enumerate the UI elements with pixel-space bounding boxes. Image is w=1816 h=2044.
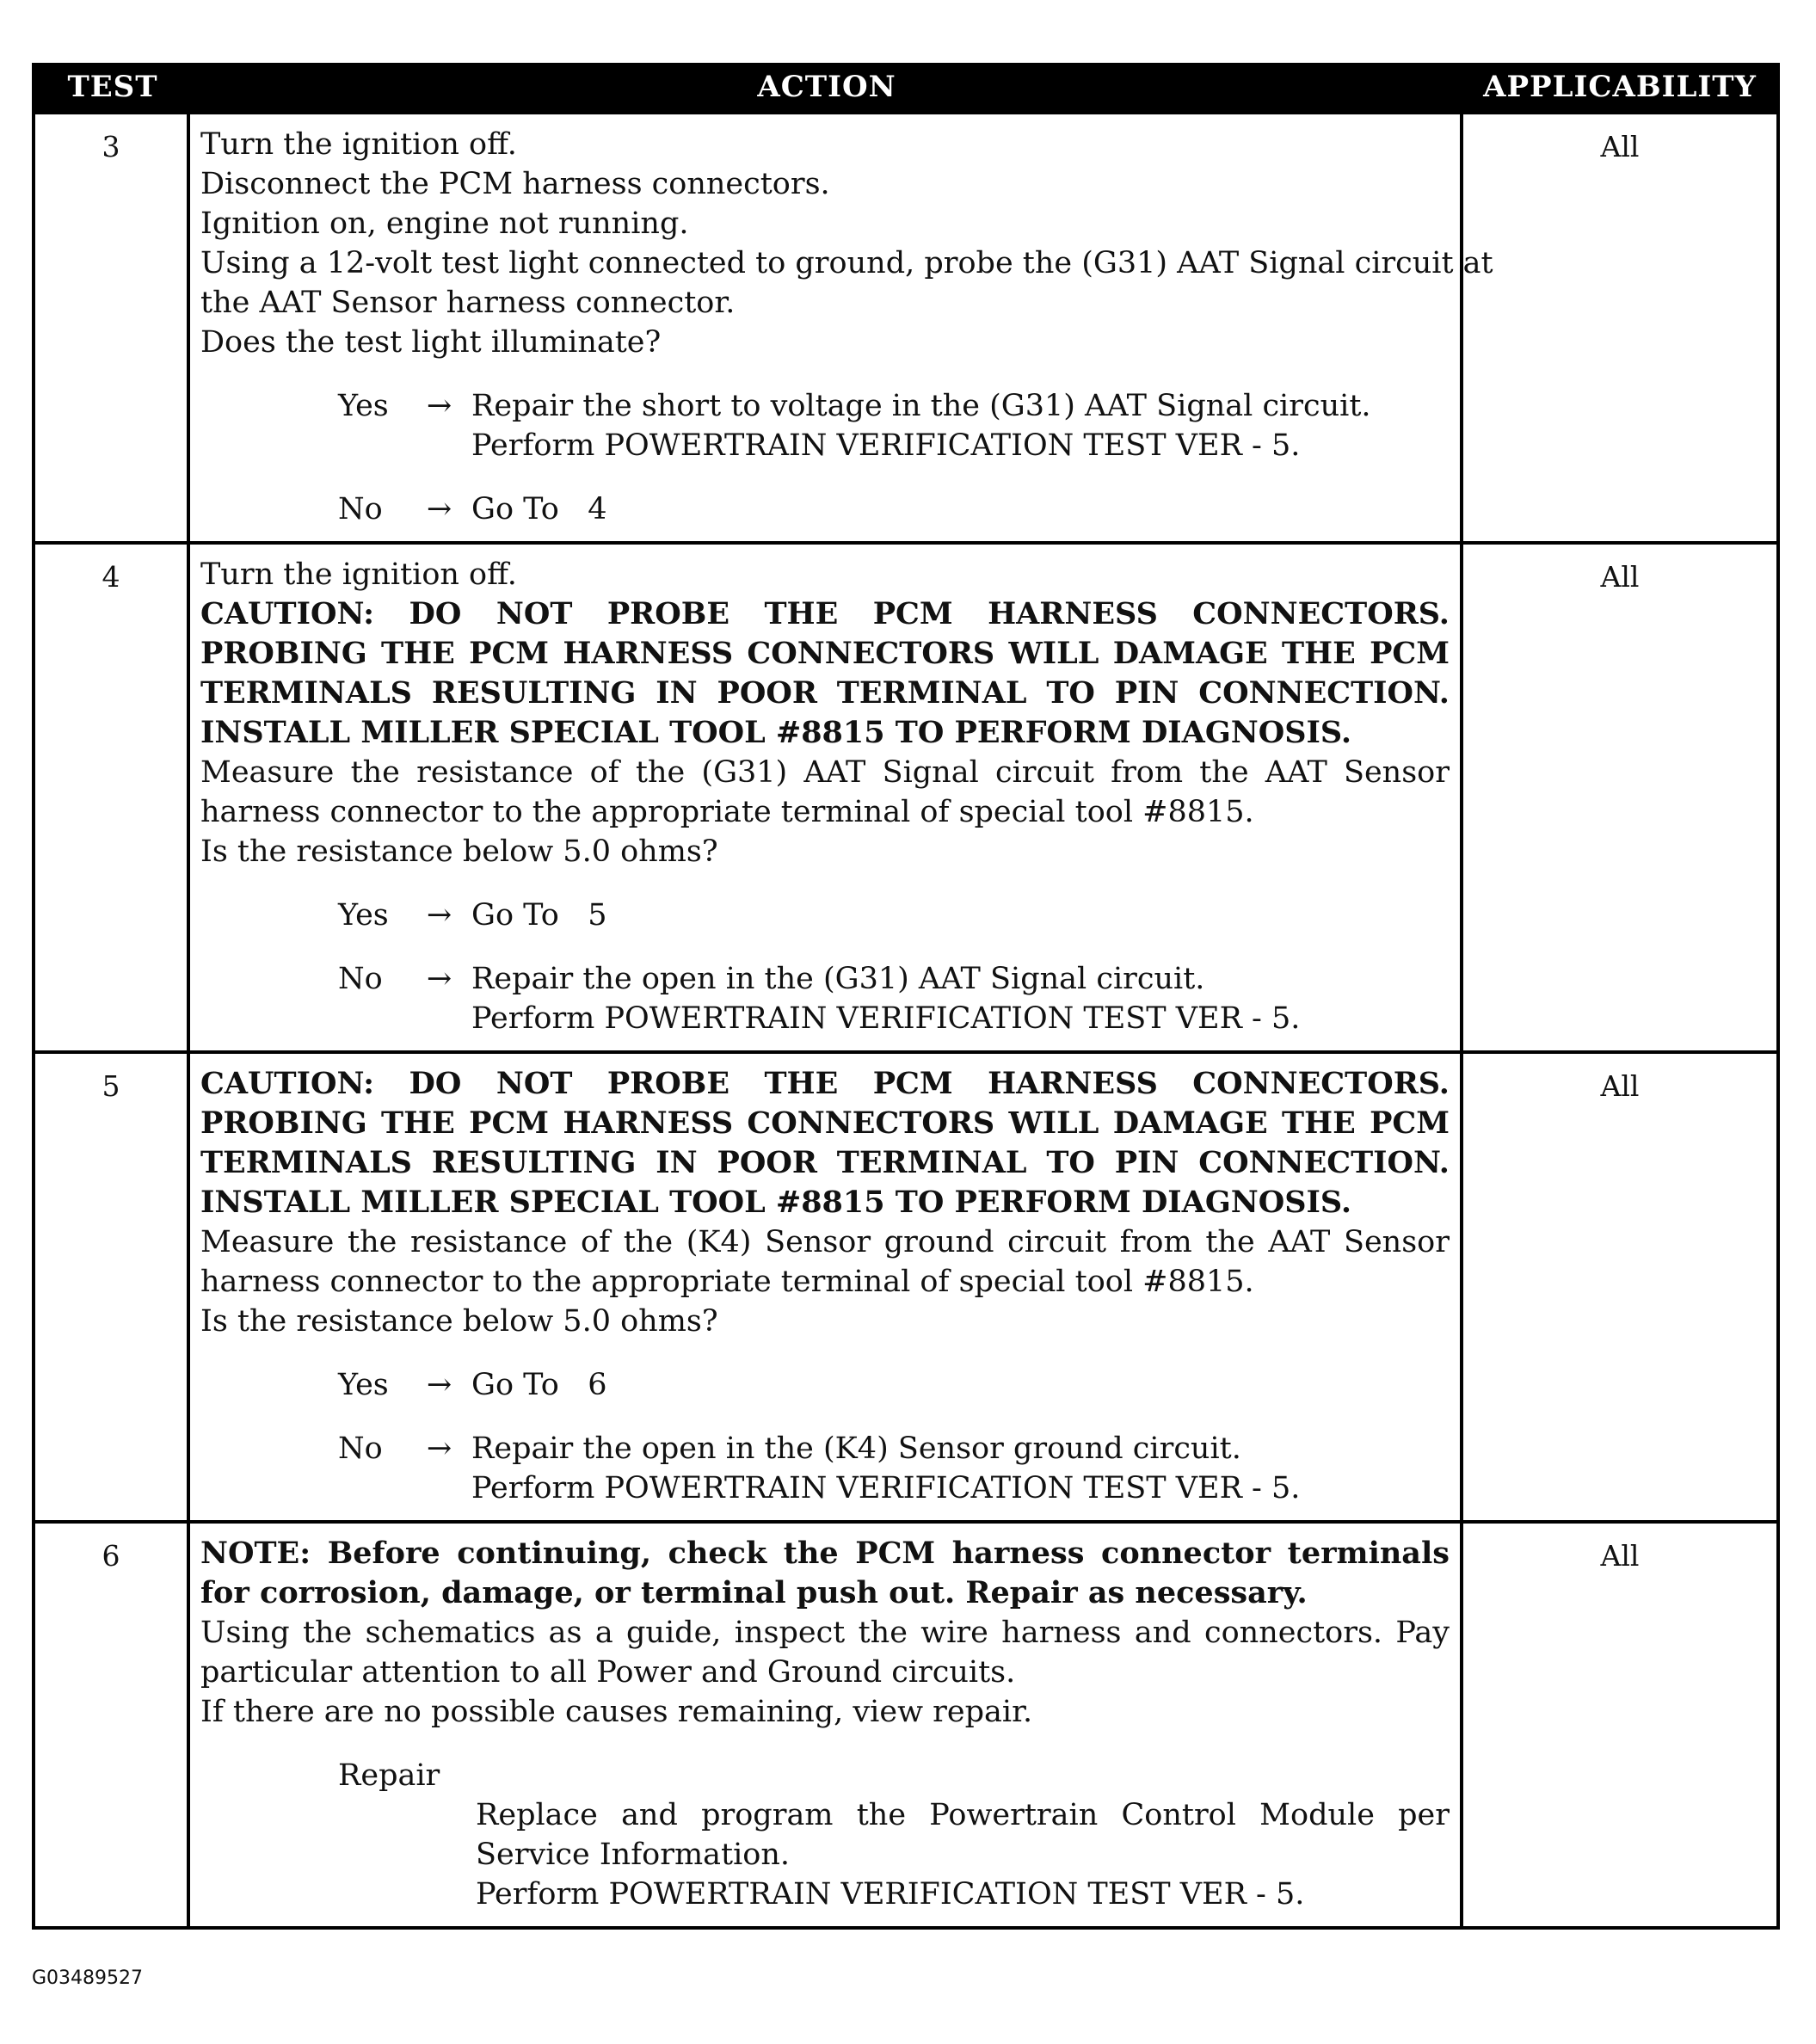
test-number: 5: [35, 1054, 190, 1520]
test-number: 3: [35, 114, 190, 541]
arrow-icon: →: [426, 898, 452, 933]
yes-result: [471, 386, 1450, 465]
measure-text: Measure the resistance of the (G31) AAT Signal circuit from the AAT Sensor harness connector to the appropriate terminal of special tool #8815.: [200, 755, 1450, 829]
question-text: Is the resistance below 5.0 ohms?: [200, 1304, 718, 1339]
no-branch: [338, 959, 1450, 1038]
yes-branch: [338, 1365, 1450, 1405]
action-cell: [190, 1054, 1463, 1520]
applicability-cell: All: [1600, 1539, 1640, 1573]
yes-label: Yes: [338, 1368, 389, 1402]
action-line: Turn the ignition off.: [200, 557, 517, 592]
header-test: TEST: [67, 70, 158, 104]
applicability-cell: All: [1600, 1069, 1640, 1103]
action-cell: [190, 1524, 1463, 1926]
action-cell: [190, 114, 1493, 541]
header-applicability: APPLICABILITY: [1483, 70, 1757, 104]
figure-id: G03489527: [32, 1967, 144, 1989]
action-line: Turn the ignition off.: [200, 127, 517, 162]
yes-result: [471, 896, 1450, 935]
result-line: Perform POWERTRAIN VERIFICATION TEST VER - 5.: [471, 1471, 1301, 1505]
no-label: No: [338, 492, 383, 526]
result-line: Perform POWERTRAIN VERIFICATION TEST VER - 5.: [476, 1877, 1305, 1912]
caution-text: CAUTION: DO NOT PROBE THE PCM HARNESS CONNECTORS. PROBING THE PCM HARNESS CONNECTORS WILL DAMAGE THE PCM TERMINALS RESULTING IN POOR TERMINAL TO PIN CONNECTION. INSTALL MILLER SPECIAL TOOL #8815 TO PERFORM DIAGNOSIS.: [200, 1066, 1450, 1220]
no-result: [471, 489, 1450, 529]
action-line: Does the test light illuminate?: [200, 325, 662, 360]
test-number: 4: [35, 545, 190, 1050]
action-line: Using a 12-volt test light connected to ground, probe the (G31) AAT Signal circuit at: [200, 246, 1493, 280]
no-branch: [338, 489, 1450, 529]
no-result: [471, 959, 1450, 1038]
yes-result: [471, 1365, 1450, 1405]
action-line: Disconnect the PCM harness connectors.: [200, 167, 830, 201]
no-label: No: [338, 1431, 383, 1466]
arrow-icon: →: [426, 389, 452, 423]
arrow-icon: →: [426, 492, 452, 526]
result-line: Perform POWERTRAIN VERIFICATION TEST VER - 5.: [471, 1001, 1301, 1036]
yes-branch: [338, 386, 1450, 465]
header-action: ACTION: [757, 70, 896, 104]
applicability-cell: All: [1600, 130, 1640, 163]
result-line: Go To 6: [471, 1368, 607, 1402]
action-line: Ignition on, engine not running.: [200, 206, 689, 241]
table-row-test-4: [35, 541, 1776, 1050]
result-line: Repair the open in the (K4) Sensor ground circuit.: [471, 1431, 1241, 1466]
result-line: Repair the open in the (G31) AAT Signal circuit.: [471, 962, 1205, 996]
action-line: the AAT Sensor harness connector.: [200, 286, 736, 320]
result-line: Perform POWERTRAIN VERIFICATION TEST VER - 5.: [471, 428, 1301, 463]
repair-result: [476, 1795, 1450, 1914]
result-line: Go To 4: [471, 492, 607, 526]
instruction-text: If there are no possible causes remaining, view repair.: [200, 1695, 1033, 1729]
yes-label: Yes: [338, 389, 389, 423]
instruction-text: Using the schematics as a guide, inspect the wire harness and connectors. Pay particular attention to all Power and Ground circuits.: [200, 1616, 1450, 1690]
result-line: Go To 5: [471, 898, 607, 933]
action-cell: [190, 545, 1463, 1050]
note-text: NOTE: Before continuing, check the PCM harness connector terminals for corrosion, damage, or terminal push out. Repair as necessary.: [200, 1536, 1450, 1610]
applicability-cell: All: [1600, 560, 1640, 594]
table-header: [35, 63, 1776, 111]
measure-text: Measure the resistance of the (K4) Sensor ground circuit from the AAT Sensor harness connector to the appropriate terminal of special tool #8815.: [200, 1225, 1450, 1299]
arrow-icon: →: [426, 1368, 452, 1402]
no-label: No: [338, 962, 383, 996]
result-line: Replace and program the Powertrain Control Module per Service Information.: [476, 1798, 1450, 1872]
arrow-icon: →: [426, 1431, 452, 1466]
no-result: [471, 1429, 1450, 1508]
question-text: Is the resistance below 5.0 ohms?: [200, 834, 718, 869]
repair-label: Repair: [338, 1758, 440, 1793]
diagnostic-test-table: [32, 63, 1780, 1930]
table-row-test-3: [35, 111, 1776, 541]
caution-text: CAUTION: DO NOT PROBE THE PCM HARNESS CONNECTORS. PROBING THE PCM HARNESS CONNECTORS WILL DAMAGE THE PCM TERMINALS RESULTING IN POOR TERMINAL TO PIN CONNECTION. INSTALL MILLER SPECIAL TOOL #8815 TO PERFORM DIAGNOSIS.: [200, 596, 1450, 750]
table-row-test-6: [35, 1520, 1776, 1926]
yes-label: Yes: [338, 898, 389, 933]
yes-branch: [338, 896, 1450, 935]
no-branch: [338, 1429, 1450, 1508]
result-line: Repair the short to voltage in the (G31) AAT Signal circuit.: [471, 389, 1371, 423]
test-number: 6: [35, 1524, 190, 1926]
table-row-test-5: [35, 1050, 1776, 1520]
arrow-icon: →: [426, 962, 452, 996]
